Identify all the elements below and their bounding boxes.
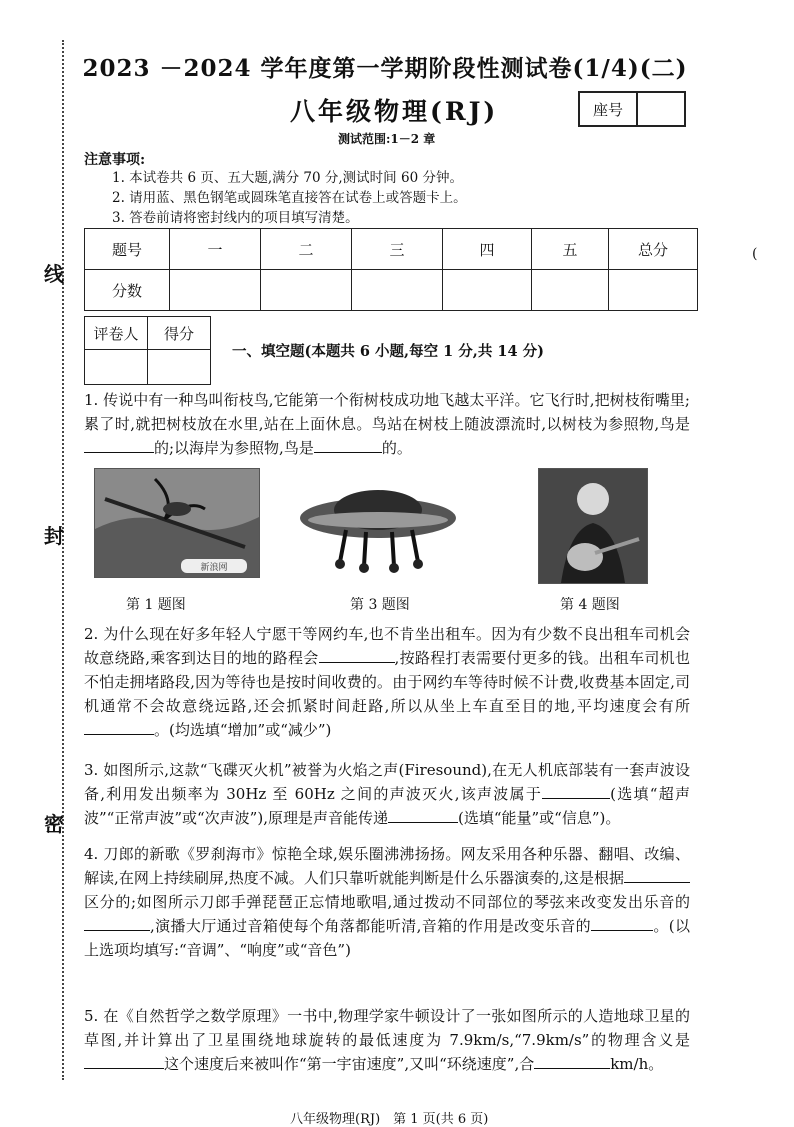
score-header-cell: 一: [170, 229, 261, 270]
seal-char-xian: 线: [44, 262, 64, 286]
subject-title: 八年级物理(RJ): [290, 97, 499, 126]
score-cell[interactable]: [170, 270, 261, 311]
answer-blank[interactable]: [84, 1054, 164, 1069]
figure-1-caption: 第 1 题图: [126, 597, 186, 613]
answer-blank[interactable]: [624, 868, 690, 883]
q4-text: 4. 刀郎的新歌《罗刹海市》惊艳全球,娱乐圈沸沸扬扬。网友采用各种乐器、翻唱、改编、解读,在网上持续刷屏,热度不减。人们只靠听就能判断是什么乐器演奏的,这是根据: [84, 845, 690, 887]
answer-blank[interactable]: [319, 648, 395, 663]
score-table-header-row: [85, 229, 698, 270]
q5-text: 5. 在《自然哲学之数学原理》一书中,物理学家牛顿设计了一张如图所示的人造地球卫星的草图,并计算出了卫星围绕地球旋转的最低速度为 7.9km/s,“7.9km/s”的物理含义是: [84, 1007, 690, 1049]
seal-char-mi: 密: [44, 812, 64, 836]
seal-char-feng: 封: [44, 524, 64, 548]
answer-blank[interactable]: [84, 438, 154, 453]
question-5: [84, 1004, 690, 1076]
page-footer: 八年级物理(RJ) 第 1 页(共 6 页): [290, 1112, 489, 1127]
score-cell[interactable]: [261, 270, 352, 311]
seal-dotted-line: [62, 40, 64, 1080]
figure-guitar-singer: [538, 468, 648, 584]
test-range: 测试范围:1－2 章: [338, 132, 436, 146]
seat-number-box: [578, 91, 686, 127]
grader-score-label: 得分: [148, 317, 211, 350]
grader-table: [84, 316, 211, 385]
figure-4-caption: 第 4 题图: [560, 597, 620, 613]
seat-number-field[interactable]: [638, 93, 684, 125]
q5-text: km/h。: [610, 1055, 664, 1073]
exam-title: 2023 －2024 学年度第一学期阶段性测试卷(1/4)(二): [82, 55, 688, 82]
seat-label: 座号: [580, 93, 638, 125]
score-header-cell: 三: [352, 229, 443, 270]
q4-text: 区分的;如图所示刀郎手弹琵琶正忘情地歌唱,通过拨动不同部位的琴弦来改变发出乐音的: [84, 893, 690, 911]
answer-blank[interactable]: [591, 916, 653, 931]
q3-text: (选填“超声波”“正常声波”或“次声波”),原理是声音能传递: [84, 785, 690, 827]
score-cell[interactable]: [609, 270, 698, 311]
question-4: [84, 842, 690, 962]
score-row-label: 分数: [85, 270, 170, 311]
q4-text: 。(以上选项均填写:“音调”、“响度”或“音色”): [84, 917, 690, 959]
notes-heading: 注意事项:: [84, 152, 146, 168]
q1-text: 的;以海岸为参照物,鸟是: [154, 439, 314, 457]
note-item: 2. 请用蓝、黑色钢笔或圆珠笔直接答在试卷上或答题卡上。: [112, 190, 467, 206]
score-header-cell: 五: [532, 229, 609, 270]
score-header-cell: 四: [443, 229, 532, 270]
grader-label: 评卷人: [85, 317, 148, 350]
grader-field[interactable]: [85, 350, 148, 385]
q3-text: 3. 如图所示,这款“飞碟灭火机”被誉为火焰之声(Firesound),在无人机底部装有一套声波设备,利用发出频率为 30Hz 至 60Hz 之间的声波灭火,该声波属于: [84, 761, 690, 803]
note-item: 3. 答卷前请将密封线内的项目填写清楚。: [112, 210, 359, 226]
q1-text: 的。: [381, 439, 412, 457]
score-table-score-row: [85, 270, 698, 311]
answer-blank[interactable]: [534, 1054, 610, 1069]
question-1: [84, 388, 690, 460]
right-margin-mark: (: [752, 246, 758, 262]
figure-watermark: 新浪网: [200, 563, 228, 573]
score-table: [84, 228, 698, 311]
q5-text: 这个速度后来被叫作“第一宇宙速度”,又叫“环绕速度”,合: [164, 1055, 535, 1073]
q3-text: (选填“能量”或“信息”)。: [457, 809, 621, 827]
figure-ufo-drone: [296, 470, 460, 582]
score-cell[interactable]: [352, 270, 443, 311]
grader-score-field[interactable]: [148, 350, 211, 385]
score-cell[interactable]: [443, 270, 532, 311]
answer-blank[interactable]: [314, 438, 382, 453]
q2-text: 。(均选填“增加”或“减少”): [154, 721, 332, 739]
answer-blank[interactable]: [542, 784, 610, 799]
answer-blank[interactable]: [84, 720, 154, 735]
question-2: [84, 622, 690, 742]
answer-blank[interactable]: [84, 916, 150, 931]
score-header-cell: 题号: [85, 229, 170, 270]
q1-text: 1. 传说中有一种鸟叫衔枝鸟,它能第一个衔树枝成功地飞越太平洋。它飞行时,把树枝衔嘴里;累了时,就把树枝放在水里,站在上面休息。鸟站在树枝上随波漂流时,以树枝为参照物,鸟是: [84, 391, 690, 433]
score-header-cell: 二: [261, 229, 352, 270]
q2-text: ,按路程打表需要付更多的钱。出租车司机也不怕走拥堵路段,因为等待也是按时间收费的。由于网约车等待时候不计费,收费基本固定,司机通常不会故意绕远路,还会抓紧时间赶路,所以从坐上车直至目的地,平均速度会有所: [84, 649, 690, 715]
figure-bird-branch: [94, 468, 260, 578]
score-cell[interactable]: [532, 270, 609, 311]
note-item: 1. 本试卷共 6 页、五大题,满分 70 分,测试时间 60 分钟。: [112, 170, 463, 186]
score-header-cell: 总分: [609, 229, 698, 270]
question-3: [84, 758, 690, 830]
q2-text: 2. 为什么现在好多年轻人宁愿干等网约车,也不肯坐出租车。因为有少数不良出租车司机会故意绕路,乘客到达目的地的路程会: [84, 625, 690, 667]
figure-3-caption: 第 3 题图: [350, 597, 410, 613]
section-title: 一、填空题(本题共 6 小题,每空 1 分,共 14 分): [232, 343, 544, 360]
q4-text: ,演播大厅通过音箱使每个角落都能听清,音箱的作用是改变乐音的: [150, 917, 591, 935]
answer-blank[interactable]: [388, 808, 458, 823]
